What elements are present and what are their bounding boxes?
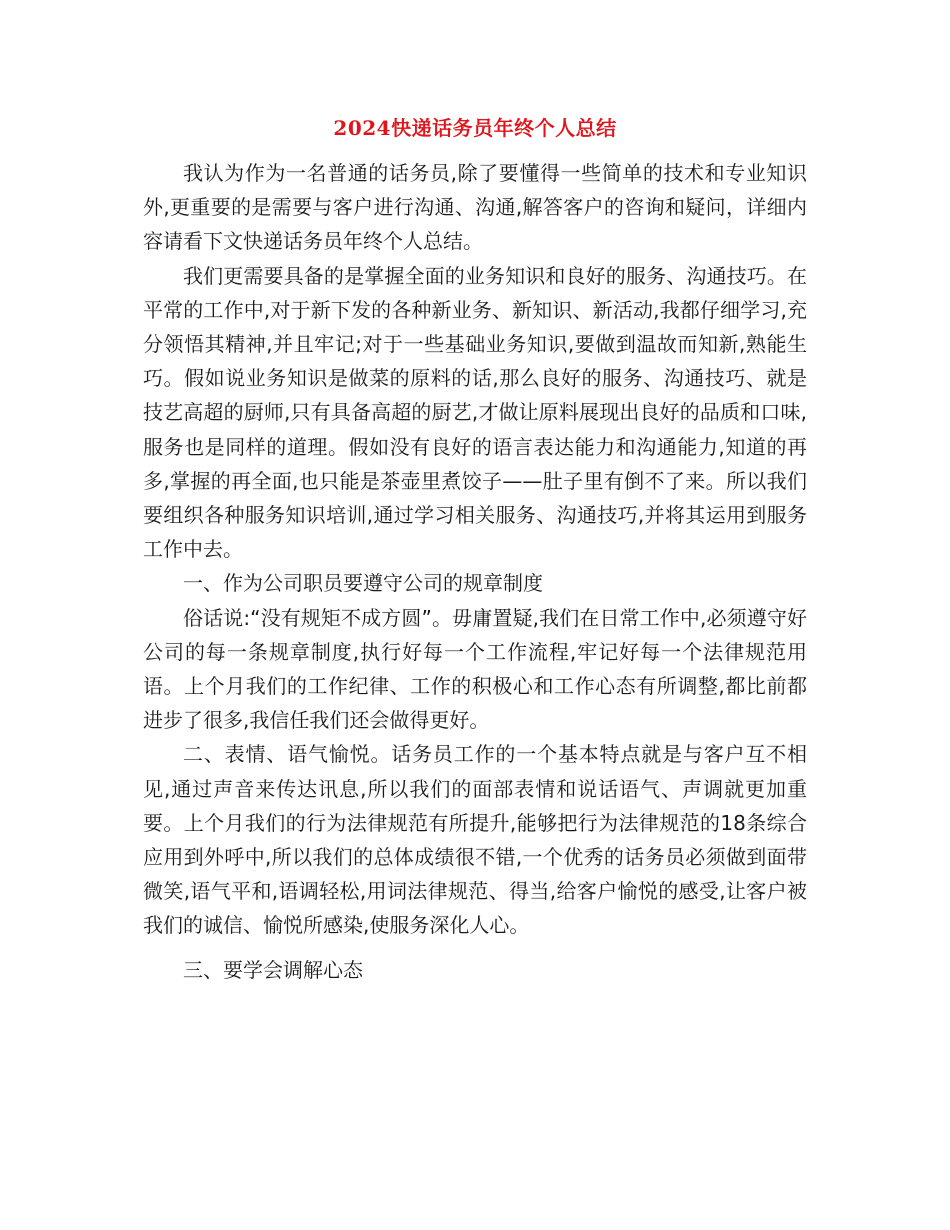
paragraph-rules: 俗话说:“没有规矩不成方圆”。毋庸置疑,我们在日常工作中,必须遵守好公司的每一条规章制度,执行好每一个工作流程,牢记好每一个法律规范用语。上个月我们的工作纪律、工作的积极心和工作心态有所调整,都比前都进步了很多,我信任我们还会做得更好。 xyxy=(143,605,807,733)
paragraph-expression: 二、表情、语气愉悦。话务员工作的一个基本特点就是与客户互不相见,通过声音来传达讯息,所以我们的面部表情和说话语气、声调就更加重要。上个月我们的行为法律规范有所提升,能够把行为法律规范的18条综合应用到外呼中,所以我们的总体成绩很不错,一个优秀的话务员必须做到面带微笑,语气平和,语调轻松,用词法律规范、得当,给客户愉悦的感受,让客户被我们的诚信、愉悦所感染,使服务深化人心。 xyxy=(143,742,807,938)
paragraph-skills: 我们更需要具备的是掌握全面的业务知识和良好的服务、沟通技巧。在平常的工作中,对于新下发的各种新业务、新知识、新活动,我都仔细学习,充分领悟其精神,并且牢记;对于一些基础业务知识,要做到温故而知新,熟能生巧。假如说业务知识是做菜的原料的话,那么良好的服务、沟通技巧、就是技艺高超的厨师,只有具备高超的厨艺,才做让原料展现出良好的品质和口味,服务也是同样的道理。假如没有良好的语言表达能力和沟通能力,知道的再多,掌握的再全面,也只能是茶壶里煮饺子——肚子里有倒不了来。所以我们要组织各种服务知识培训,通过学习相关服务、沟通技巧,并将其运用到服务工作中去。 xyxy=(143,263,807,562)
paragraph-intro: 我认为作为一名普通的话务员,除了要懂得一些简单的技术和专业知识外,更重要的是需要与客户进行沟通、沟通,解答客户的咨询和疑问，详细内容请看下文快递话务员年终个人总结。 xyxy=(143,161,807,254)
heading-mindset: 三、要学会调解心态 xyxy=(183,957,363,982)
document-body xyxy=(143,156,807,987)
heading-rules: 一、作为公司职员要遵守公司的规章制度 xyxy=(183,571,543,596)
document-title: 2024快递话务员年终个人总结 xyxy=(333,116,617,140)
